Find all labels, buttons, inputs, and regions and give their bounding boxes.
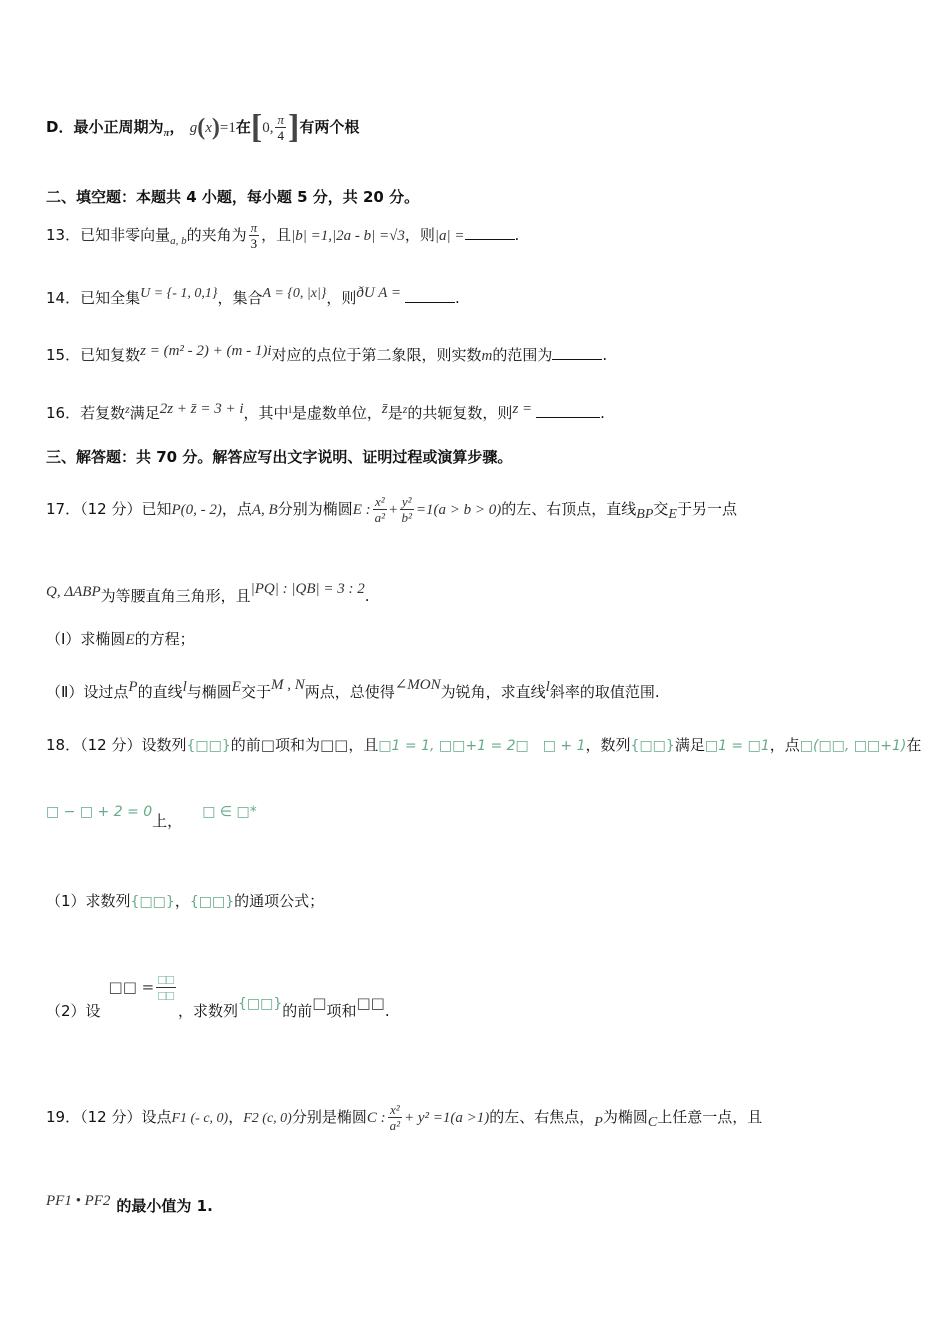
math: z̄	[381, 401, 388, 417]
answer-blank	[536, 403, 600, 418]
question-15	[46, 340, 607, 367]
math: {□□}	[237, 996, 283, 1012]
math: z	[125, 402, 130, 416]
question-18	[46, 734, 921, 757]
question-number: 13．	[46, 226, 81, 244]
text: 已知全集	[80, 289, 141, 307]
question-17-part-2	[46, 674, 660, 703]
math: +	[389, 502, 398, 518]
question-number: 19．	[46, 1108, 81, 1126]
math: P(0, - 2)	[171, 502, 222, 518]
fraction: $\frac{\pi}{3}$	[250, 220, 258, 251]
math: {□□}	[189, 894, 235, 910]
question-17	[46, 494, 737, 526]
math: P	[128, 679, 138, 695]
math: 0,	[262, 120, 274, 136]
text: 的最小值为 1.	[116, 1197, 213, 1215]
math: F1 (- c, 0)	[171, 1111, 229, 1126]
question-number: 16．	[46, 404, 81, 422]
math: E	[231, 679, 241, 695]
math: C	[647, 1115, 658, 1130]
text: 为椭圆	[602, 1108, 648, 1126]
math: A = {0, |x|}	[262, 286, 327, 301]
math: {□□}	[630, 738, 675, 754]
math: l	[182, 679, 187, 695]
text: 于另一点	[676, 500, 737, 518]
math: □	[312, 994, 327, 1012]
text: ，点	[221, 500, 252, 518]
text: 的方程；	[134, 630, 195, 648]
math: 2z + z̄ = 3 + i	[159, 401, 244, 417]
section-3-title: 三、解答题：共 70 分。解答应写出文字说明、证明过程或演算步骤。	[46, 448, 513, 466]
math: |b| =1,	[291, 228, 333, 244]
math: Q, ΔABP	[46, 584, 101, 600]
math: □1 = □1	[704, 738, 770, 754]
text: 有两个根	[299, 118, 360, 136]
question-19	[46, 1102, 762, 1134]
text: 的前	[230, 736, 261, 754]
text: 的左、右顶点，直线	[501, 500, 637, 518]
text: 已知复数	[80, 346, 141, 364]
math: C :	[366, 1110, 386, 1126]
text: ，且	[348, 736, 379, 754]
fraction: $\frac{□□}{□□}$	[158, 972, 174, 1003]
text: ，则	[326, 289, 357, 307]
text: 对应的点位于第二象限，则实数	[271, 346, 482, 364]
text: （12 分）设点	[80, 1108, 172, 1126]
question-number: 18．	[46, 736, 81, 754]
math: l	[545, 679, 550, 695]
text: .	[602, 346, 608, 364]
math: a, b	[170, 235, 187, 247]
text: 的通项公式；	[234, 892, 325, 910]
fraction: $\frac{\text{x²}}{\text{a²}}$	[389, 1102, 400, 1133]
math: z = (m² - 2) + (m - 1)i	[140, 343, 272, 359]
math: P	[594, 1115, 603, 1130]
question-18-part-1	[46, 890, 324, 913]
math: □□	[319, 736, 349, 754]
question-number: 14．	[46, 289, 81, 307]
answer-blank	[405, 288, 455, 303]
text: 项和为	[274, 736, 320, 754]
text: 交	[653, 500, 669, 518]
text: 分别是椭圆	[291, 1108, 367, 1126]
math: |a| =	[434, 228, 465, 244]
math: ∠MON	[394, 677, 441, 693]
text: 分别为椭圆	[277, 500, 353, 518]
math: □□ =	[108, 978, 155, 996]
text: 为等腰直角三角形，且	[100, 587, 251, 605]
math: m	[481, 348, 493, 364]
text: 斜率的取值范围.	[549, 683, 660, 701]
option-d: D．最小正周期为$_\pi$， g(x)=1在[0, $\frac{\pi}{4}$ ]有两个根	[46, 108, 360, 146]
math: F2 (c, 0)	[243, 1111, 292, 1126]
text: ，其中	[243, 404, 289, 422]
text: 的夹角为	[186, 226, 247, 244]
math: i	[288, 402, 292, 416]
math: □ − □ + 2 = 0	[46, 804, 153, 820]
math: x	[205, 120, 212, 136]
question-18-part-2	[46, 972, 390, 1022]
question-number: 15．	[46, 346, 81, 364]
text: .	[600, 404, 605, 422]
text: 已知非零向量	[80, 226, 171, 244]
text: 满足	[674, 736, 705, 754]
option-label: D．	[46, 118, 74, 136]
math: E	[668, 507, 677, 522]
text: 最小正周期为	[73, 118, 164, 136]
math: =1(a > b > 0)	[415, 502, 502, 518]
text: 在	[906, 736, 922, 754]
text: 在	[235, 118, 251, 136]
text: 上任意一点，且	[657, 1108, 763, 1126]
text: ，集合	[217, 289, 263, 307]
text: 是	[387, 404, 403, 422]
fraction: $\frac{\text{y²}}{\text{b²}}$	[401, 494, 412, 525]
text: ，求数列	[177, 1002, 238, 1020]
text: 交于	[240, 683, 271, 701]
section-2-title: 二、填空题：本题共 4 小题，每小题 5 分，共 20 分。	[46, 188, 420, 206]
math: E :	[352, 502, 371, 518]
math: □	[260, 736, 275, 754]
answer-blank	[465, 225, 515, 240]
text: ，数列	[585, 736, 631, 754]
question-19-line-2	[46, 1190, 213, 1217]
math: |2a - b| =√3	[332, 228, 405, 244]
math: PF1 • PF2	[46, 1193, 111, 1209]
text: 若复数	[80, 404, 126, 422]
question-17-line-2	[46, 578, 370, 607]
text: ，点	[769, 736, 800, 754]
text: 是虚数单位，	[291, 404, 382, 422]
math: {□□}	[186, 738, 231, 754]
math: ðU A =	[356, 285, 401, 301]
fraction: $\frac{\text{x²}}{\text{a²}}$	[374, 494, 386, 525]
math: □□	[356, 994, 385, 1012]
text: ，且	[261, 226, 292, 244]
question-number: 17．	[46, 500, 81, 518]
math: + y² =1(a >1)	[404, 1110, 490, 1126]
math: U = {- 1, 0,1}	[140, 286, 218, 301]
math: BP	[636, 507, 654, 522]
text: （2）设	[46, 1002, 101, 1020]
text: 的前	[282, 1002, 313, 1020]
question-17-part-1	[46, 628, 195, 651]
answer-blank	[552, 345, 602, 360]
fraction: $\frac{\pi}{4}$	[277, 112, 284, 143]
text: ，	[169, 118, 185, 136]
text: ，	[174, 892, 190, 910]
text: 的共轭复数，则	[407, 404, 513, 422]
text: ，	[228, 1108, 244, 1126]
text: 满足	[129, 404, 160, 422]
text: 为锐角，求直线	[440, 683, 546, 701]
math: =1	[219, 120, 236, 136]
question-18-line-2	[46, 800, 257, 832]
text: （Ⅰ）求椭圆	[46, 630, 126, 648]
text: （12 分）设数列	[80, 736, 187, 754]
question-13	[46, 220, 519, 252]
math: □(□□, □□+1)	[799, 738, 907, 754]
text: 项和	[326, 1002, 357, 1020]
math: □1 = 1, □□+1 = 2□ □ + 1	[378, 738, 586, 754]
text: 上，	[152, 812, 183, 830]
text: 的直线	[137, 683, 183, 701]
text: 的左、右焦点，	[489, 1108, 595, 1126]
text: ，则	[404, 226, 435, 244]
text: （1）求数列	[46, 892, 131, 910]
text: 与椭圆	[186, 683, 232, 701]
math: M , N	[270, 677, 305, 693]
math: A, B	[251, 502, 278, 518]
text: 的范围为	[492, 346, 553, 364]
math: {□□}	[130, 894, 175, 910]
text: .	[514, 226, 520, 244]
text: 两点，总使得	[304, 683, 395, 701]
text: .	[384, 1002, 390, 1020]
math: z =	[512, 401, 533, 417]
question-14	[46, 282, 460, 309]
text: （12 分）已知	[80, 500, 172, 518]
math: □ ∈ □*	[202, 804, 257, 820]
text: .	[364, 587, 370, 605]
question-16	[46, 398, 605, 424]
text: .	[455, 289, 460, 307]
math: π	[163, 127, 170, 139]
math: |PQ| : |QB| = 3 : 2	[250, 581, 365, 597]
text: （Ⅱ）设过点	[46, 683, 129, 701]
math: E	[125, 632, 135, 648]
math: g	[189, 120, 198, 136]
math: z	[402, 402, 408, 416]
